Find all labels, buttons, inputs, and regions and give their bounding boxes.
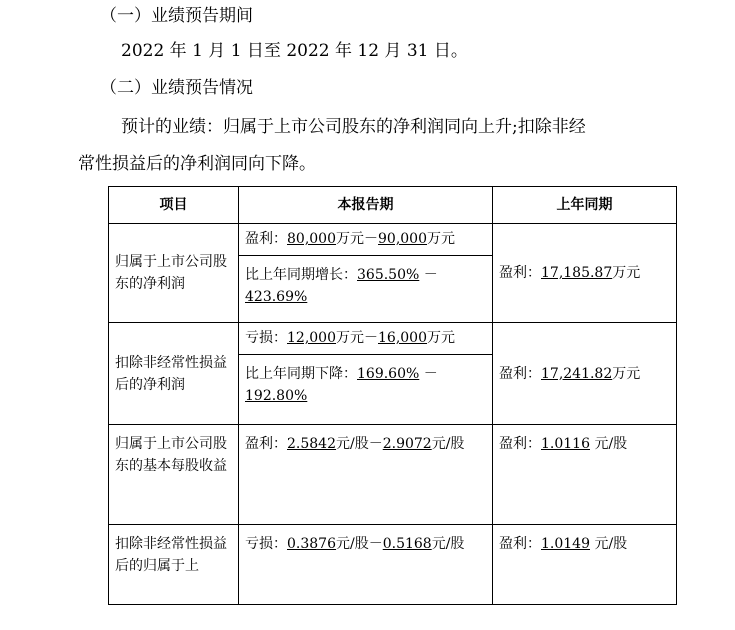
change-high: 192.80%: [245, 388, 308, 404]
value-prefix: 盈利：: [499, 365, 541, 382]
prior-value: 17,241.82: [541, 365, 613, 382]
change-low: 365.50%: [357, 267, 420, 283]
prior-value-cell: [493, 323, 677, 425]
current-value-cell: [239, 425, 493, 525]
section-heading-forecast-period: （一）业绩预告期间: [100, 6, 253, 26]
forecast-table: [108, 186, 677, 605]
value-suffix: 元/股: [590, 536, 628, 552]
value-prefix: 盈利：: [245, 231, 287, 247]
value-suffix: 万元: [612, 265, 641, 281]
change-value-cell: [239, 256, 493, 323]
value-prefix: 亏损：: [245, 330, 287, 346]
value-prefix: 盈利：: [499, 265, 541, 281]
value-prefix: 盈利：: [245, 436, 287, 452]
change-value-cell: [239, 355, 493, 425]
value-prefix: 亏损：: [245, 536, 287, 552]
change-mid: －: [419, 366, 438, 382]
value-prefix: 盈利：: [499, 536, 541, 552]
header-current-period: 本报告期: [239, 187, 493, 224]
value-low: 0.3876: [287, 536, 336, 552]
header-prior-period: 上年同期: [493, 187, 677, 224]
table-row: [109, 323, 677, 355]
value-high: 16,000: [378, 330, 427, 346]
change-mid: －: [419, 267, 438, 283]
value-mid: 万元－: [336, 231, 378, 247]
value-suffix: 万元: [427, 330, 455, 346]
table-row: [109, 525, 677, 605]
value-mid: 元/股－: [336, 536, 383, 552]
forecast-summary-line-2: 常性损益后的净利润同向下降。: [78, 154, 316, 174]
value-high: 0.5168: [382, 536, 432, 552]
value-prefix: 盈利：: [499, 436, 541, 452]
section-heading-forecast-details: （二）业绩预告情况: [100, 78, 253, 98]
row-item-label: 扣除非经常性损益后的归属于上: [109, 525, 239, 605]
prior-value-cell: [493, 425, 677, 525]
forecast-period-text: 2022 年 1 月 1 日至 2022 年 12 月 31 日。: [121, 41, 468, 61]
header-item: 项目: [109, 187, 239, 224]
value-suffix: 元/股: [590, 436, 628, 452]
forecast-summary-line-1: 预计的业绩：归属于上市公司股东的净利润同向上升;扣除非经: [121, 117, 586, 137]
prior-value: 17,185.87: [541, 265, 613, 281]
value-suffix: 万元: [427, 231, 455, 247]
value-mid: 元/股－: [336, 436, 383, 452]
table-row: [109, 224, 677, 256]
value-high: 90,000: [378, 231, 427, 247]
change-prefix: 比上年同期增长：: [245, 267, 357, 283]
prior-value: 1.0116: [541, 436, 590, 452]
prior-value: 1.0149: [541, 536, 590, 552]
change-low: 169.60%: [357, 366, 420, 382]
change-prefix: 比上年同期下降：: [245, 366, 357, 382]
value-low: 80,000: [287, 231, 336, 247]
table-row: [109, 425, 677, 525]
row-item-label: 归属于上市公司股东的基本每股收益: [109, 425, 239, 525]
value-mid: 万元－: [336, 330, 378, 346]
current-value-cell: [239, 525, 493, 605]
value-suffix: 元/股: [431, 536, 465, 552]
current-value-cell: [239, 323, 493, 355]
current-value-cell: [239, 224, 493, 256]
row-item-label: 扣除非经常性损益后的净利润: [109, 323, 239, 425]
value-high: 2.9072: [382, 436, 432, 452]
value-suffix: 元/股: [431, 436, 465, 452]
row-item-label: 归属于上市公司股东的净利润: [109, 224, 239, 323]
change-high: 423.69%: [245, 289, 308, 305]
value-suffix: 万元: [612, 365, 641, 382]
value-low: 2.5842: [287, 436, 336, 452]
value-low: 12,000: [287, 330, 336, 346]
table-header-row: [109, 187, 677, 224]
prior-value-cell: [493, 224, 677, 323]
prior-value-cell: [493, 525, 677, 605]
